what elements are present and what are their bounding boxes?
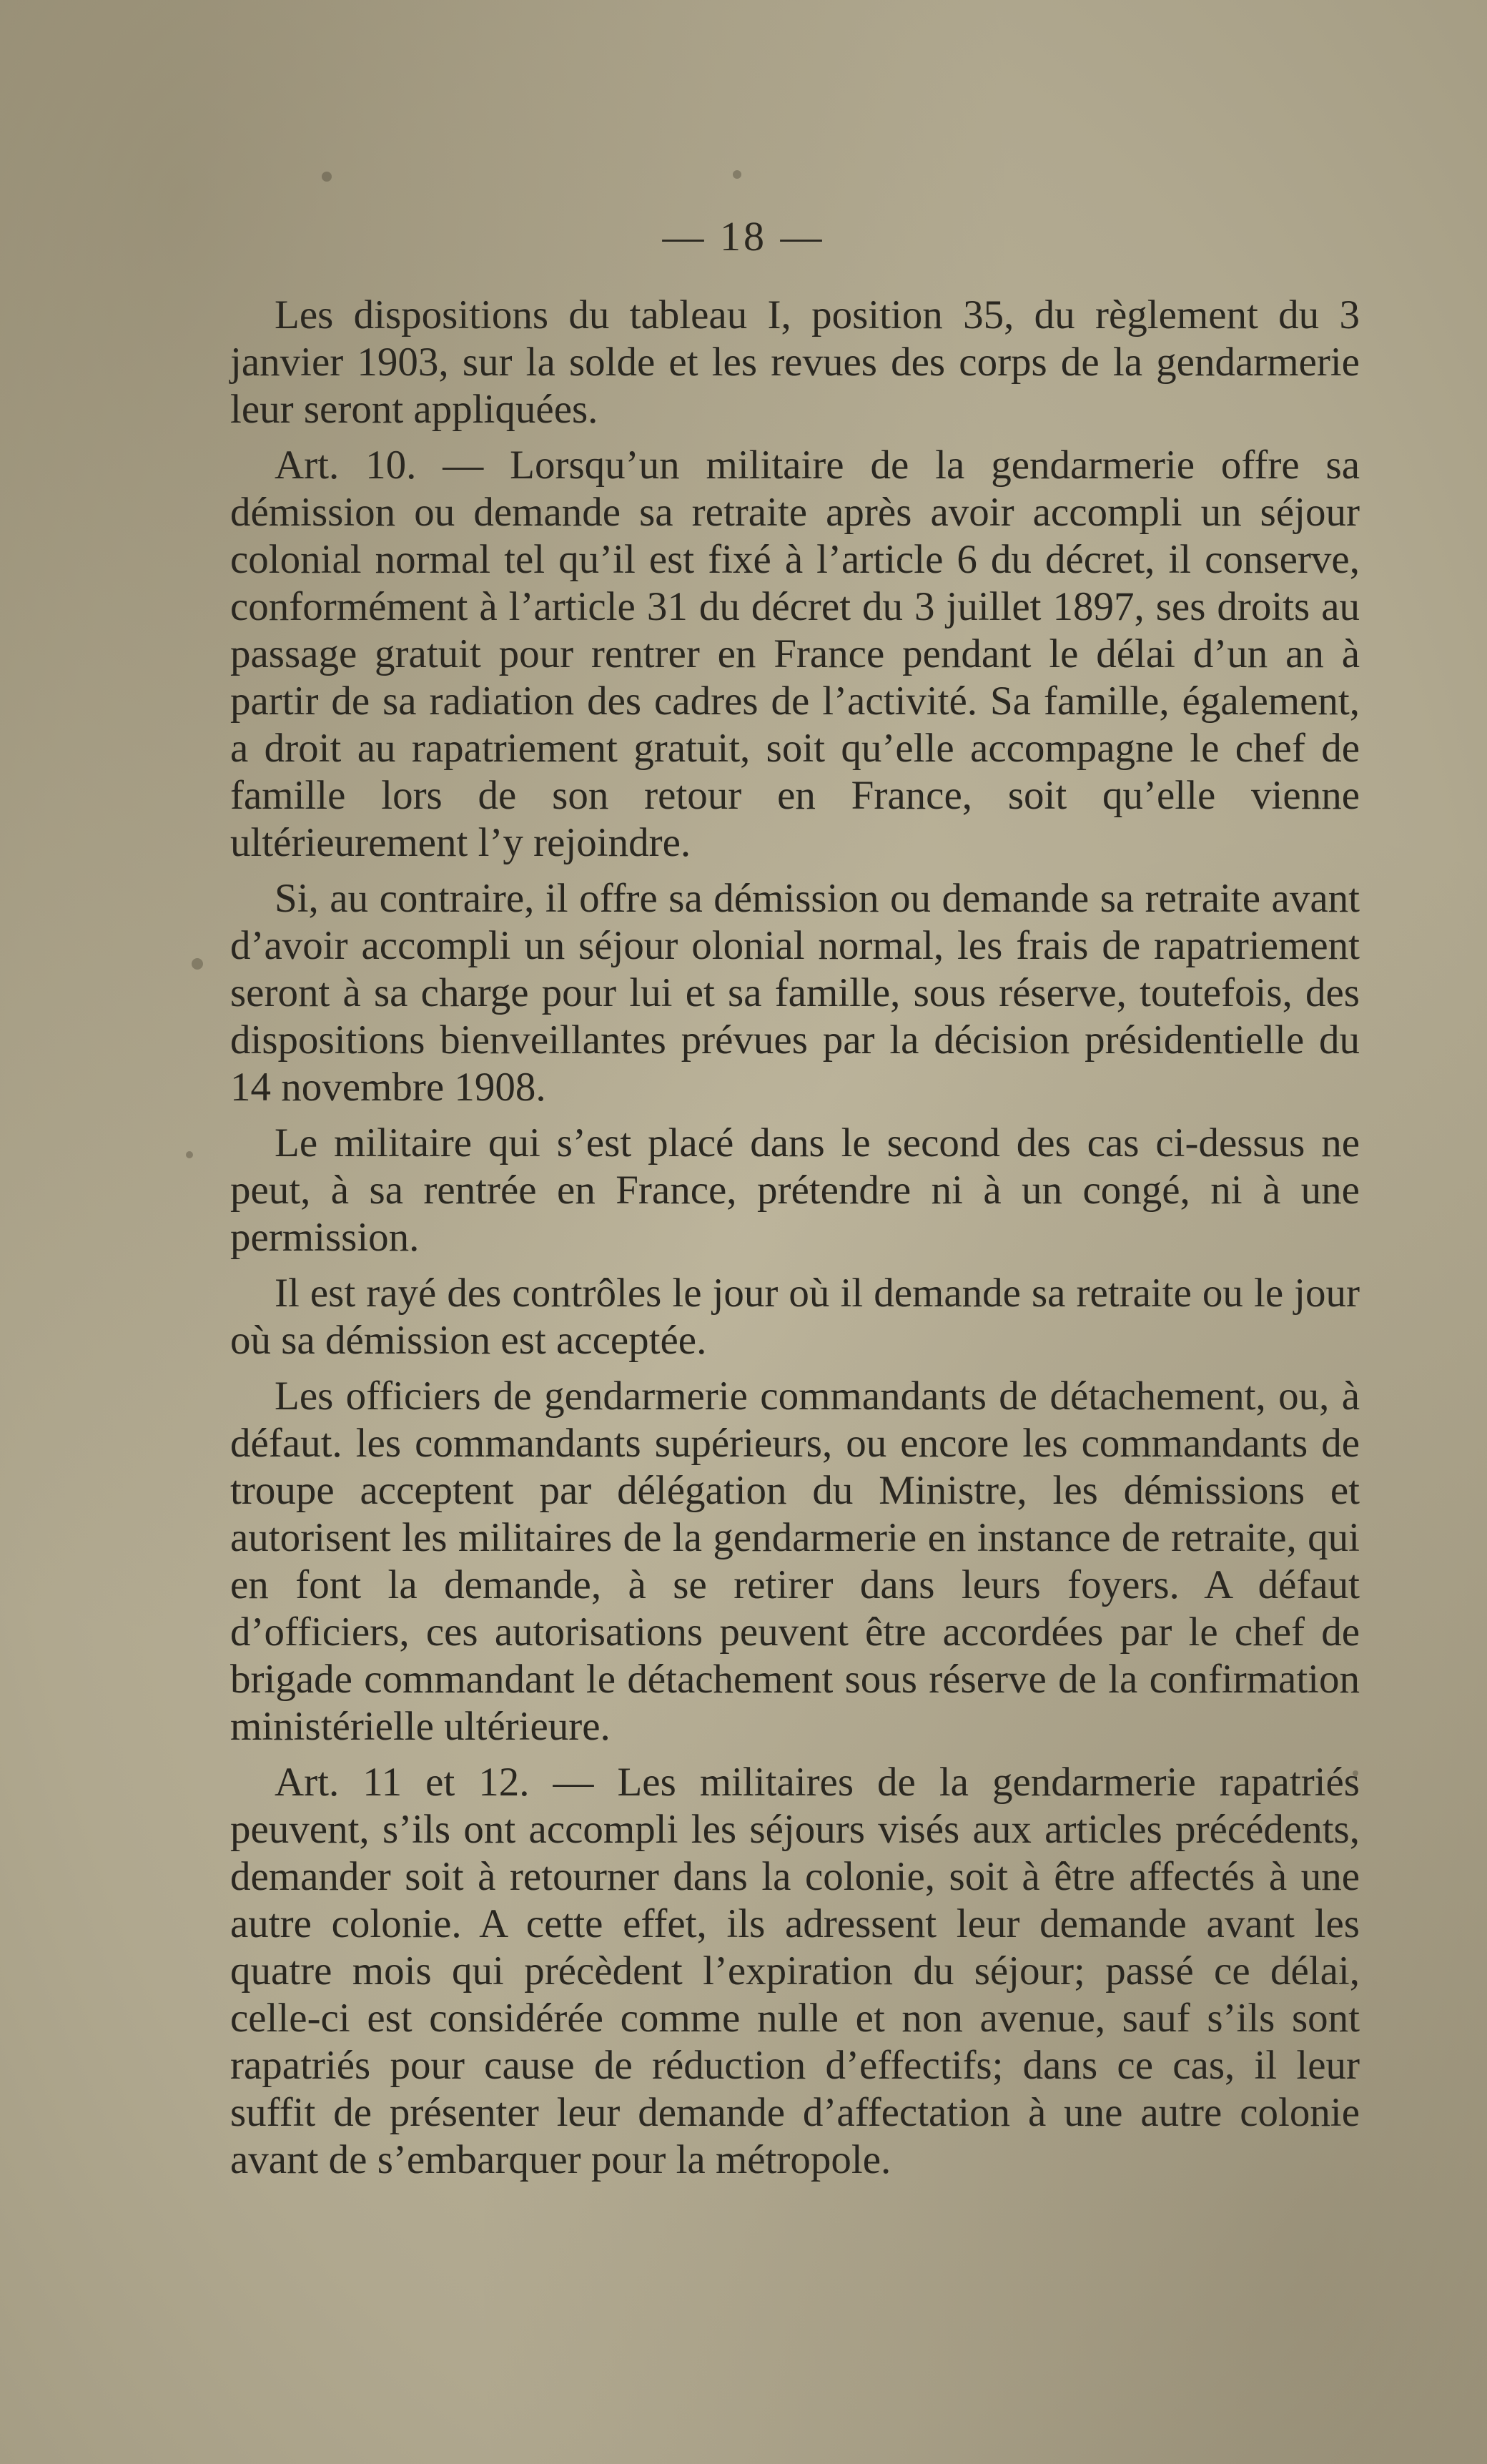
- paragraph-le-militaire: Le militaire qui s’est placé dans le second des cas ci-dessus ne peut, à sa rentrée en France, prétendre ni à un congé, ni à une permission.: [230, 1120, 1360, 1260]
- paragraph-tableau-i: Les dispositions du tableau I, position 35, du règlement du 3 janvier 1903, sur la solde et les revues des corps de la gendarmerie leur seront appliquées.: [230, 292, 1360, 432]
- paragraph-article-10: Art. 10. — Lorsqu’un militaire de la gendarmerie offre sa démission ou demande sa retraite après avoir accompli un séjour colonial normal tel qu’il est fixé à l’article 6 du décret, il conserve, conformément à l’article 31 du décret du 3 juillet 1897, ses droits au passage gratuit pour rentrer en France pendant le délai d’un an à partir de sa radiation des cadres de l’activité. Sa famille, également, a droit au rapatriement gratuit, soit qu’elle accompagne le chef de famille lors de son retour en France, soit qu’elle vienne ultérieurement l’y rejoindre.: [230, 443, 1360, 865]
- body-text: [230, 292, 1360, 2184]
- paper-speck: [186, 1151, 193, 1158]
- paper-speck: [733, 170, 741, 179]
- paper-speck: [192, 958, 203, 970]
- paragraph-les-officiers: Les officiers de gendarmerie commandants de détachement, ou, à défaut. les commandants supérieurs, ou encore les commandants de troupe acceptent par délégation du Ministre, les démissions et autorisent les militaires de la gendarmerie en instance de retraite, qui en font la demande, à se retirer dans leurs foyers. A défaut d’officiers, ces autorisations peuvent être accordées par le chef de brigade commandant le détachement sous réserve de la confirmation ministérielle ultérieure.: [230, 1374, 1360, 1749]
- paragraph-il-est-raye: Il est rayé des contrôles le jour où il demande sa retraite ou le jour où sa démission est acceptée.: [230, 1271, 1360, 1363]
- paragraph-article-11-12: Art. 11 et 12. — Les militaires de la gendarmerie rapatriés peuvent, s’ils ont accompli les séjours visés aux articles précédents, demander soit à retourner dans la colonie, soit à être affectés à une autre colonie. A cette effet, ils adressent leur demande avant les quatre mois qui précèdent l’expiration du séjour; passé ce délai, celle-ci est considérée comme nulle et non avenue, sauf s’ils sont rapatriés pour cause de réduction d’effectifs; dans ce cas, il leur suffit de présenter leur demande d’affectation à une autre colonie avant de s’embarquer pour la métropole.: [230, 1760, 1360, 2182]
- paper-speck: [322, 172, 332, 182]
- paragraph-si-au-contraire: Si, au contraire, il offre sa démission ou demande sa retraite avant d’avoir accompli un séjour olonial normal, les frais de rapatriement seront à sa charge pour lui et sa famille, sous réserve, toutefois, des dispositions bienveillantes prévues par la décision présidentielle du 14 novembre 1908.: [230, 876, 1360, 1110]
- page-number: — 18 —: [662, 213, 825, 260]
